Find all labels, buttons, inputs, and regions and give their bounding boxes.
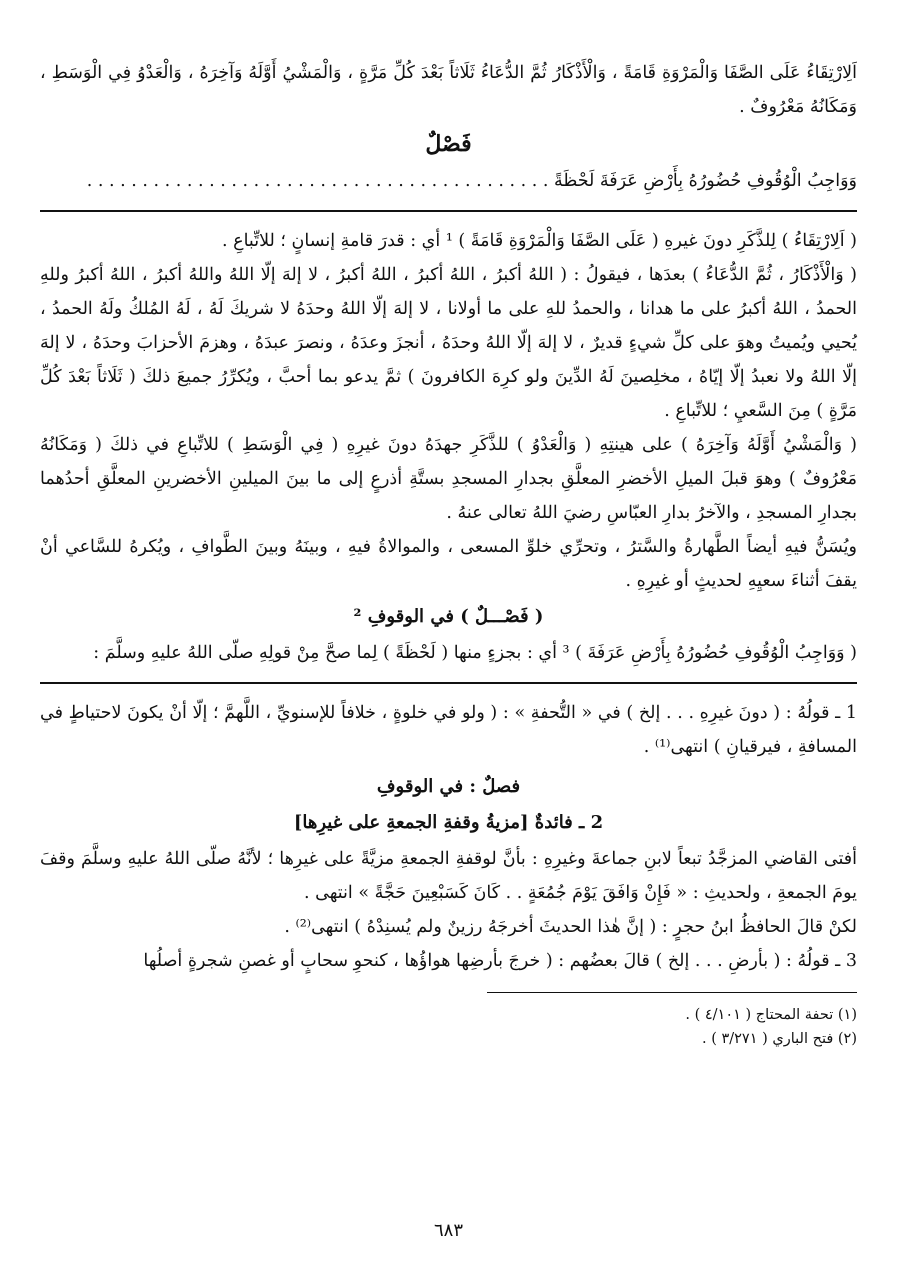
hashiya-note: أفتى القاضي المزجَّدُ تبعاً لابنِ جماعةَ وغيرِهِ : بأنَّ لوقفةِ الجمعةِ مزيَّةً على غيرِها ؛ لأنَّهُ صلّى اللهُ عليهِ وسلَّمَ وقفَ يومَ الجمعةِ ، ولحديثِ : « فَإِنْ وَافَقَ يَوْمَ جُمُعَةٍ . . كَانَ كَسَبْعِينَ حَجَّةً » انتهى . [40,849,857,903]
divider [40,682,857,684]
footnote: (٢) فتح الباري ( ٣/٢٧١ ) . [701,1031,857,1047]
matn-paragraph: وَوَاجِبُ الْوُقُوفِ حُضُورُهُ بِأَرْضِ عَرَفَةَ لَحْظَةً . . . . . . . . . . . . . . . . . . . . . . . . . . . . . . . . . . . . . . . . . . [86,171,857,191]
footnotes [40,1003,857,1051]
matn-section [40,56,857,198]
ornament-fasl: فَصْلٌ [425,131,472,157]
hashiya-note: 3 ـ قولُهُ : ( بأرضِ . . . إلخ ) قالَ بعضُهم : ( خرجَ بأرضِها هواؤُها ، كنحوِ سحابٍ أو غصنِ شجرةٍ أصلُها [143,951,857,971]
hashiya-note: 1 ـ قولُهُ : ( دونَ غيرِهِ . . . إلخ ) في « التُّحفةِ » : ( ولو في خلوةٍ ، خلافاً للإسنويِّ ، اللَّهمَّ ؛ إلّا أنْ يكونَ لاحتياطٍ في المسافةِ ، فيرقيانِ ) انتهى⁽¹⁾ . [40,703,857,757]
sharh-paragraph: ( وَوَاجِبُ الْوُقُوفِ حُضُورُهُ بِأَرْضِ عَرَفَةَ ) ³ أي : بجزءٍ منها ( لَحْظَةً ) لِما صحَّ مِنْ قولِهِ صلّى اللهُ عليهِ وسلَّمَ : [93,643,857,663]
matn-paragraph: اَلِارْتِقَاءُ عَلَى الصَّفَا وَالْمَرْوَةِ قَامَةً ، وَالْأَذْكَارُ ثُمَّ الدُّعَاءُ ثَلَاثاً بَعْدَ كُلِّ مَرَّةٍ ، وَالْمَشْيُ أَوَّلَهُ وَآخِرَهُ ، وَالْعَدْوُ فِي الْوَسَطِ ، وَمَكَانُهُ مَعْرُوفٌ . [40,63,857,117]
hashiya-heading: فصلٌ : في الوقوفِ [376,776,521,797]
sharh-paragraph: ( وَالْأَذْكَارُ ، ثُمَّ الدُّعَاءُ ) بعدَها ، فيقولُ : ( اللهُ أكبرُ ، اللهُ أكبرُ ، اللهُ أكبرُ ، لا إلهَ إلّا اللهُ واللهُ أكبرُ ، اللهُ أكبرُ وللهِ الحمدُ ، اللهُ أكبرُ على ما هدانا ، والحمدُ للهِ على ما أولانا ، لا إلهَ إلّا اللهُ وحدَهُ لا شريكَ لَهُ ، لَهُ المُلكُ ولَهُ الحمدُ ، يُحيي ويُميتُ وهوَ على كلِّ شيءٍ قديرٌ ، لا إلهَ إلّا اللهُ وحدَهُ ، أنجزَ وعدَهُ ، ونصرَ عبدَهُ ، وهزمَ الأحزابَ وحدَهُ ، لا إلهَ إلّا اللهُ ولا نعبدُ إلّا إيّاهُ ، مخلِصينَ لَهُ الدِّينَ ولو كرِهَ الكافرونَ ) ثمَّ يدعو بما أحبَّ ، ويُكرِّرُ جميعَ ذلكَ ( ثَلَاثاً بَعْدَ كُلِّ مَرَّةٍ ) مِنَ السَّعيِ ؛ للاتِّباعِ . [40,265,857,421]
page-number: ٦٨٣ [433,1220,463,1241]
sharh-paragraph: ويُسَنُّ فيهِ أيضاً الطَّهارةُ والسَّترُ ، وتحرِّي خلوِّ المسعى ، والموالاةُ فيهِ ، وبينَهُ وبينَ الطَّوافِ ، ويُكرهُ للسَّاعي أنْ يقفَ أثناءَ سعيِهِ لحديثٍ أو غيرِهِ . [40,537,857,591]
sharh-paragraph: ( اَلِارْتِقَاءُ ) لِلذَّكَرِ دونَ غيرهِ ( عَلَى الصَّفَا وَالْمَرْوَةِ قَامَةً ) ¹ أي : قدرَ قامةِ إنسانٍ ؛ للاتِّباعِ . [222,231,857,251]
sharh-section [40,224,857,670]
divider [40,210,857,212]
footnote: (١) تحفة المحتاج ( ٤/١٠١ ) . [685,1007,857,1023]
sharh-paragraph: ( وَالْمَشْيُ أَوَّلَهُ وَآخِرَهُ ) على هينتِهِ ( وَالْعَدْوُ ) للذَّكَرِ جهدَهُ دونَ غيرِهِ ( فِي الْوَسَطِ ) للاتِّباعِ في ذلكَ ( وَمَكَانُهُ مَعْرُوفٌ ) وهوَ قبلَ الميلِ الأخضرِ المعلَّقِ بجدارِ المسجدِ بستَّةِ أذرعٍ إلى ما بينَ الميلينِ الأخضرينِ المعلَّقِ أحدُهما بجدارِ المسجدِ ، والآخرُ بدارِ العبّاسِ رضيَ اللهُ تعالى عنهُ . [40,435,857,523]
hashiya-heading: 2 ـ فائدةٌ [مزيةُ وقفةِ الجمعةِ على غيرِها] [293,812,604,833]
section-heading: ( فَصْـــلٌ ) في الوقوفِ ² [353,606,544,627]
hashiya-section [40,696,857,978]
hashiya-note: لكنْ قالَ الحافظُ ابنُ حجرٍ : ( إنَّ هٰذا الحديثَ أخرجَهُ رزينٌ ولم يُسنِدْهُ ) انتهى⁽²⁾ . [284,917,857,937]
footnote-separator [487,992,857,993]
